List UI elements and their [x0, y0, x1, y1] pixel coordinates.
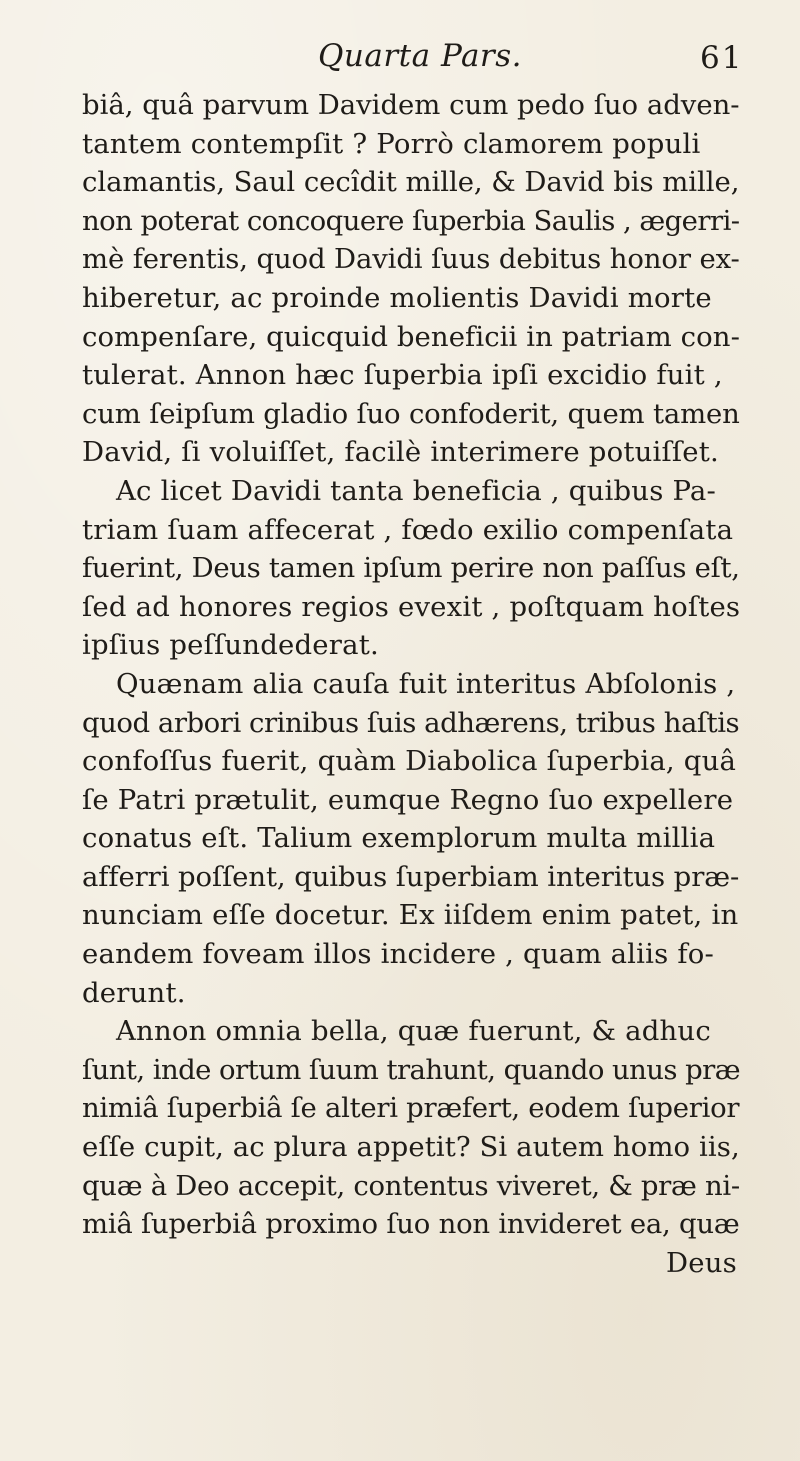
body-text	[82, 86, 742, 1282]
text-line: ſed ad honores regios evexit , poſtquam hoſtes	[82, 590, 741, 623]
text-line: ſe Patri prætulit, eumque Regno ſuo expellere	[82, 783, 734, 816]
text-line: non poterat concoquere ſuperbia Saulis , ægerri-	[82, 204, 740, 237]
page-number: 61	[700, 40, 744, 76]
text-line: ipſius peſſundederat.	[82, 629, 379, 662]
text-line: ſunt, inde ortum ſuum trahunt, quando unus præ	[82, 1053, 741, 1086]
text-line: hiberetur, ac proinde molientis Davidi morte	[82, 281, 712, 314]
text-line: tulerat. Annon hæc ſuperbia ipſi excidio fuit ,	[82, 359, 723, 392]
text-line: clamantis, Saul cecîdit mille, & David bis mille,	[82, 166, 740, 199]
text-line: nimiâ ſuperbiâ ſe alteri præfert, eodem ſuperior	[82, 1092, 740, 1125]
text-line: fuerint, Deus tamen ipſum perire non paſſus eſt,	[82, 552, 740, 585]
text-line: eſſe cupit, ac plura appetit? Si autem homo iis,	[82, 1131, 740, 1164]
running-head: Quarta Pars.	[318, 38, 523, 74]
text-line: quod arbori crinibus ſuis adhærens, tribus haſtis	[82, 706, 740, 739]
text-line: tantem contempſit ? Porrò clamorem populi	[82, 127, 701, 160]
paragraph-first-line: Quænam alia cauſa fuit interitus Abſolonis ,	[116, 667, 736, 700]
text-line: quæ à Deo accepit, contentus viveret, & præ ni-	[82, 1169, 740, 1202]
text-line: derunt.	[82, 976, 186, 1009]
text-line: biâ, quâ parvum Davidem cum pedo ſuo adven-	[82, 89, 740, 121]
text-line: miâ ſuperbiâ proximo ſuo non invideret ea, quæ	[82, 1208, 740, 1241]
text-line: confoſſus fuerit, quàm Diabolica ſuperbia, quâ	[82, 745, 737, 778]
text-line: afferri poſſent, quibus ſuperbiam interitus præ-	[82, 860, 740, 893]
text-line: conatus eſt. Talium exemplorum multa millia	[82, 822, 716, 855]
text-line: nunciam eſſe docetur. Ex iiſdem enim patet, in	[82, 899, 739, 932]
catchword-line	[82, 1244, 742, 1283]
catchword: Deus	[666, 1246, 737, 1279]
text-line: compenſare, quicquid beneficii in patriam con-	[82, 320, 740, 353]
page-header	[0, 38, 800, 88]
text-line: cum ſeipſum gladio ſuo confoderit, quem tamen	[82, 397, 740, 430]
text-line: David, ſi voluiſſet, facilè interimere potuiſſet.	[82, 436, 719, 469]
paragraph-first-line: Ac licet Davidi tanta beneficia , quibus Pa-	[116, 474, 717, 507]
paragraph-first-line: Annon omnia bella, quæ fuerunt, & adhuc	[116, 1015, 711, 1048]
text-line: eandem foveam illos incidere , quam aliis fo-	[82, 938, 715, 971]
text-line: triam ſuam affecerat , fœdo exilio compenſata	[82, 513, 734, 546]
text-line: mè ferentis, quod Davidi ſuus debitus honor ex-	[82, 243, 740, 276]
